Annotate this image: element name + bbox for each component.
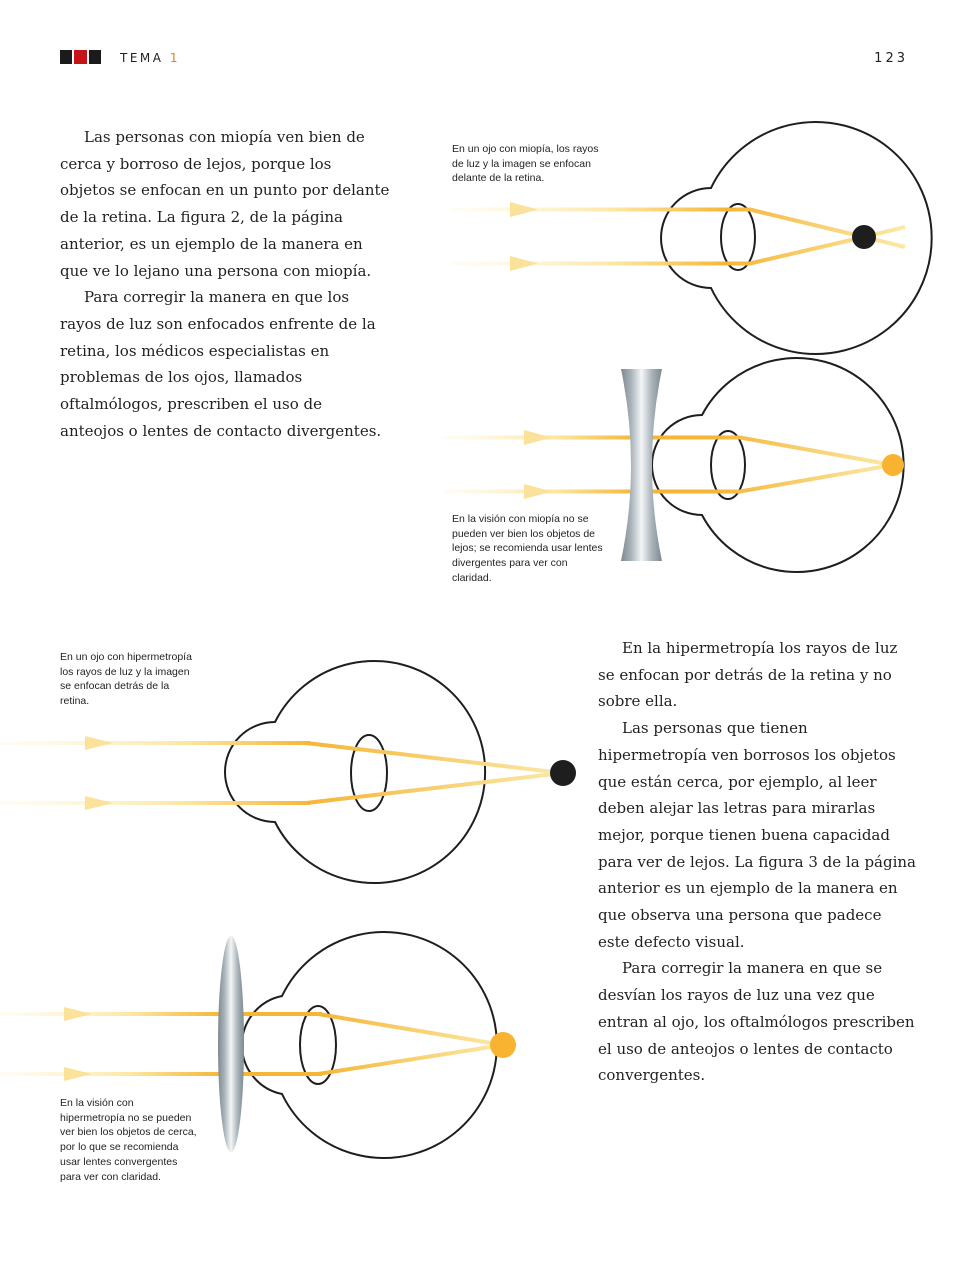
light-ray — [0, 741, 310, 745]
light-ray — [452, 208, 727, 212]
focus-point — [852, 225, 876, 249]
paragraph: Para corregir la manera en que se desvían los rayos de luz una vez que entran al ojo, los oftalmólogos prescriben el uso de anteojos o lentes de contacto convergentes. — [598, 959, 915, 1085]
eye-outline — [225, 661, 485, 883]
paragraph: Las personas con miopía ven bien de cerca y borroso de lejos, porque los objetos se enfocan en un punto por delante de la retina. La figura 2, de la página anterior, es un ejemplo de la manera en que ve lo lejano una persona con miopía. — [60, 128, 390, 280]
refracted-ray — [318, 1045, 503, 1074]
convergent-lens — [218, 936, 244, 1152]
light-ray — [0, 1072, 220, 1076]
caption-hyperopia-corrected: En la visión con hipermetropía no se pueden ver bien los objetos de cerca, por lo que se recomienda usar lentes convergentes para ver con claridad. — [60, 1097, 197, 1183]
caption-hyperopia-eye: En un ojo con hipermetropía los rayos de luz y la imagen se enfocan detrás de la retina. — [60, 651, 192, 708]
focus-point — [550, 760, 576, 786]
light-ray — [0, 1012, 220, 1016]
caption-myopia-eye: En un ojo con miopía, los rayos de luz y la imagen se enfocan delante de la retina. — [452, 143, 599, 185]
eye-lens — [721, 204, 755, 270]
ray-arrow — [524, 430, 552, 445]
refracted-ray — [306, 743, 563, 773]
paragraph: Para corregir la manera en que los rayos de luz son enfocados enfrente de la retina, los médicos especialistas en problemas de los ojos, llamados oftalmólogos, prescriben el uso de anteojos o lentes de contacto divergentes. — [60, 288, 382, 440]
eye-lens — [711, 431, 745, 499]
eye-lens — [351, 735, 387, 811]
myopia-text — [60, 124, 390, 444]
ray-arrow — [85, 796, 113, 810]
page-number: 123 — [874, 51, 908, 66]
ray-arrow — [524, 484, 552, 499]
ray-arrow — [64, 1007, 92, 1021]
eye-outline — [242, 932, 497, 1158]
paragraph: En la hipermetropía los rayos de luz se enfocan por detrás de la retina y no sobre ella. — [598, 639, 898, 711]
ray-arrow — [64, 1067, 92, 1081]
section-number: 1 — [169, 51, 180, 65]
ray-arrow — [510, 256, 538, 271]
refracted-ray — [306, 773, 563, 803]
paragraph: Las personas que tienen hipermetropía ven borrosos los objetos que están cerca, por ejemplo, al leer deben alejar las letras para mirarlas mejor, porque tienen buena capacidad para ver de lejos. La figura 3 de la página anterior es un ejemplo de la manera en que observa una persona que padece este defecto visual. — [598, 719, 916, 951]
hyperopia-text — [598, 635, 916, 1089]
ray-arrow — [510, 202, 538, 217]
divergent-lens — [621, 369, 662, 561]
eye-outline — [661, 122, 932, 354]
refracted-ray — [318, 1014, 503, 1045]
refracted-ray — [712, 438, 893, 466]
refracted-ray — [712, 465, 893, 492]
caption-myopia-corrected: En la visión con miopía no se pueden ver bien los objetos de lejos; se recomienda usar lentes divergentes para ver con claridad. — [452, 513, 603, 584]
focus-point — [882, 454, 904, 476]
ray-arrow — [85, 736, 113, 750]
light-ray — [0, 801, 310, 805]
light-ray — [452, 262, 727, 266]
section-label-text: TEMA — [120, 51, 164, 65]
eye-outline — [652, 358, 904, 572]
focus-point — [490, 1032, 516, 1058]
